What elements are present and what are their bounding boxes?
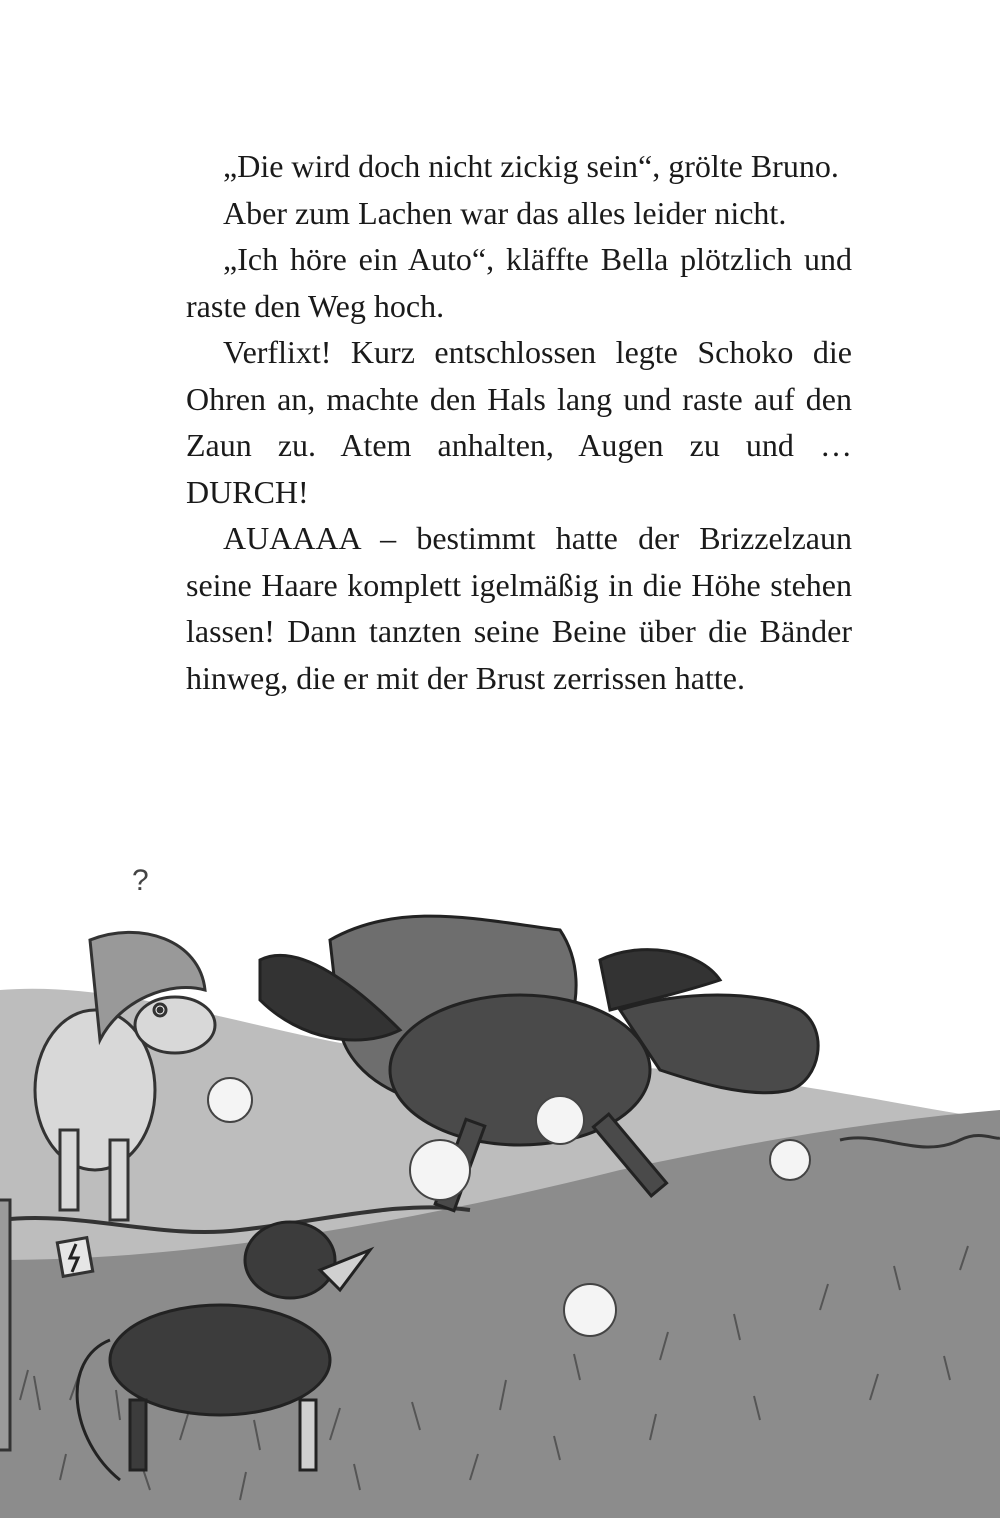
story-text: [186, 143, 852, 701]
paragraph-4: Verflixt! Kurz entschlossen legte Schoko die Ohren an, machte den Hals lang und raste auf den Zaun zu. Atem anhalten, Augen zu und … DURCH!: [186, 334, 852, 510]
fence-post: [0, 1200, 10, 1450]
paragraph-2: Aber zum Lachen war das alles leider nicht.: [223, 194, 787, 231]
question-mark: ?: [132, 864, 149, 897]
ponies-illustration: [0, 840, 1000, 1518]
paragraph-5: AUAAAA – bestimmt hatte der Brizzelzaun seine Haare komplett igelmäßig in die Höhe stehen lassen! Dann tanzten seine Beine über die Bänder hinweg, die er mit der Brust zerrissen hatte.: [186, 520, 852, 696]
paragraph-1: „Die wird doch nicht zickig sein“, grölte Bruno.: [223, 148, 839, 184]
paragraph-3: „Ich höre ein Auto“, kläffte Bella plötzlich und raste den Weg hoch.: [186, 241, 852, 324]
